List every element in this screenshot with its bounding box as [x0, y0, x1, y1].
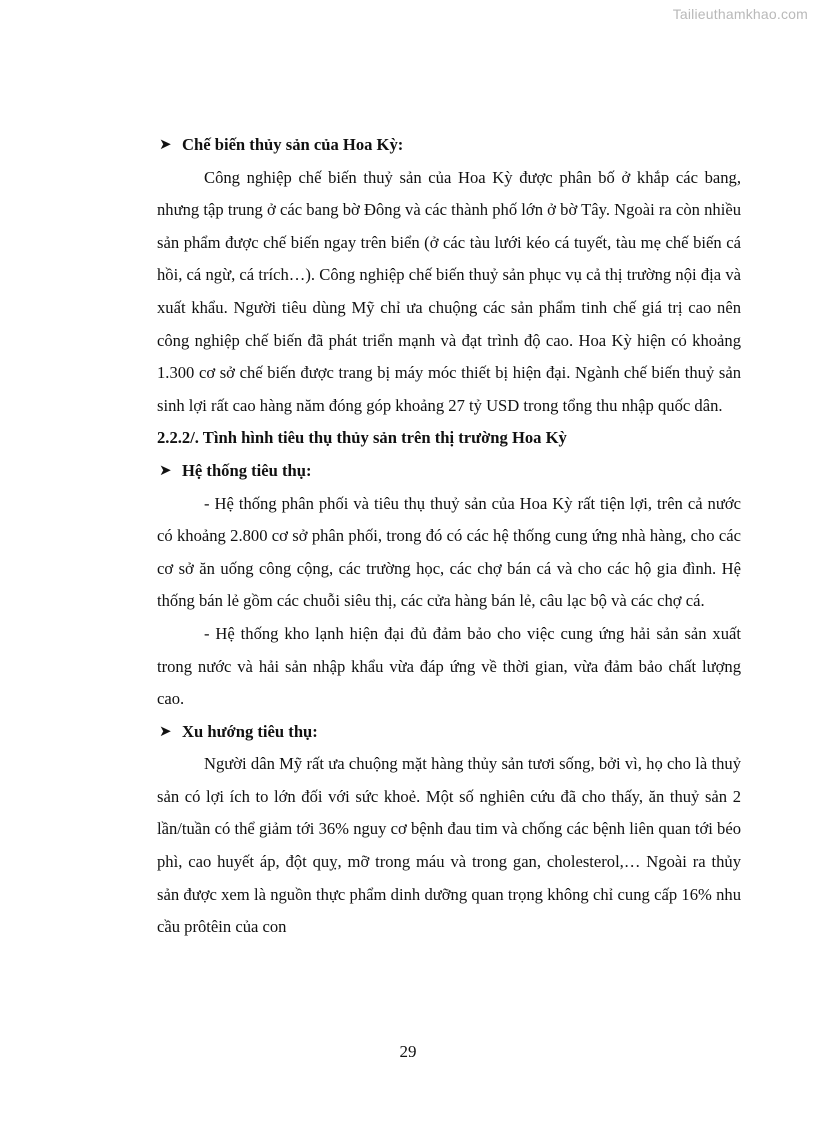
- section-title: 2.2.2/. Tình hình tiêu thụ thủy sản trên thị trường Hoa Kỳ: [157, 428, 567, 448]
- page-content: [157, 129, 741, 944]
- paragraph-trend: Người dân Mỹ rất ưa chuộng mặt hàng thủy sản tươi sống, bởi vì, họ cho là thuỷ sản có lợi ích to lớn đối với sức khoẻ. Một số nghiên cứu đã cho thấy, ăn thuỷ sản 2 lần/tuần có thể giảm tới 36% nguy cơ bệnh đau tim và chống các bệnh liên quan tới béo phì, cao huyết áp, đột quỵ, mỡ trong máu và trong gan, cholesterol,… Ngoài ra thủy sản được xem là nguồn thực phẩm dinh dưỡng quan trọng không chỉ cung cấp 16% nhu cầu prôtêin của con: [157, 754, 741, 937]
- heading-seafood-processing: [159, 129, 741, 162]
- heading-consumption-trend: [159, 716, 741, 749]
- paragraph-processing: Công nghiệp chế biến thuỷ sản của Hoa Kỳ được phân bố ở khắp các bang, nhưng tập trung ở các bang bờ Đông và các thành phố lớn ở bờ Tây. Ngoài ra còn nhiều sản phẩm được chế biến ngay trên biển (ở các tàu lưới kéo cá tuyết, tàu mẹ chế biến cá hồi, cá ngừ, cá trích…). Công nghiệp chế biến thuỷ sản phục vụ cả thị trường nội địa và xuất khẩu. Người tiêu dùng Mỹ chỉ ưa chuộng các sản phẩm tinh chế giá trị cao nên công nghiệp chế biến đã phát triển mạnh và đạt trình độ cao. Hoa Kỳ hiện có khoảng 1.300 cơ sở chế biến được trang bị máy móc thiết bị hiện đại. Ngành chế biến thuỷ sản sinh lợi rất cao hàng năm đóng góp khoảng 27 tỷ USD trong tổng thu nhập quốc dân.: [157, 167, 741, 415]
- heading-consumption-system: [159, 455, 741, 488]
- heading-consumption-trend-text: Xu hướng tiêu thụ:: [182, 721, 318, 741]
- heading-consumption-system-text: Hệ thống tiêu thụ:: [182, 460, 312, 480]
- arrow-bullet-icon: ➤: [159, 723, 172, 740]
- page-number: 29: [399, 1042, 417, 1061]
- paragraph-cold-storage: - Hệ thống kho lạnh hiện đại đủ đảm bảo cho việc cung ứng hải sản sản xuất trong nước và hải sản nhập khẩu vừa đáp ứng về thời gian, vừa đảm bảo chất lượng cao.: [157, 623, 741, 709]
- arrow-bullet-icon: ➤: [159, 137, 172, 153]
- heading-seafood-processing-text: Chế biến thủy sản của Hoa Kỳ:: [182, 135, 404, 154]
- arrow-bullet-icon: ➤: [159, 462, 172, 479]
- paragraph-distribution: - Hệ thống phân phối và tiêu thụ thuỷ sản của Hoa Kỳ rất tiện lợi, trên cả nước có khoảng 2.800 cơ sở phân phối, trong đó có các hệ thống cung ứng nhà hàng, cho các cơ sở ăn uống công cộng, các trường học, các chợ bán cá và cho các hộ gia đình. Hệ thống bán lẻ gồm các chuỗi siêu thị, các cửa hàng bán lẻ, câu lạc bộ và các chợ cá.: [157, 493, 741, 611]
- watermark: Tailieuthamkhao.com: [672, 6, 808, 22]
